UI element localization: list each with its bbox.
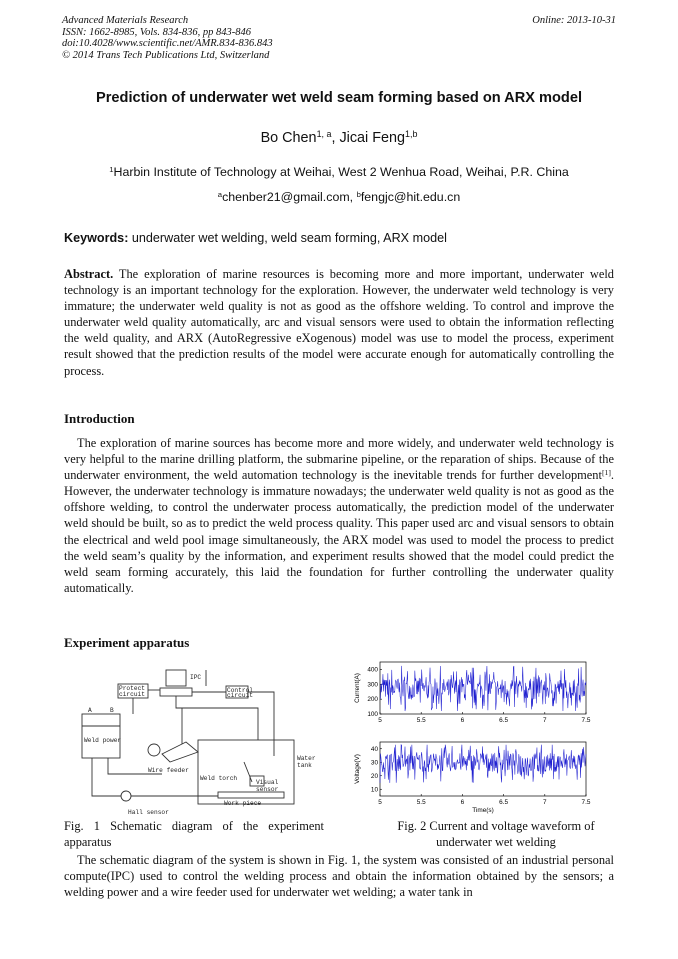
affiliation-text: Harbin Institute of Technology at Weihai, West 2 Wenhua Road, Weihai, P.R. China	[113, 165, 569, 179]
affiliation	[0, 165, 678, 179]
protect-circuit-label: Protect	[119, 685, 145, 692]
keywords	[64, 231, 447, 245]
water-tank-label-2: tank	[297, 762, 312, 769]
x-tick-label: 5.5	[416, 717, 426, 724]
paper-title: Prediction of underwater wet weld seam forming based on ARX model	[96, 90, 582, 106]
email-link[interactable]: chenber21@gmail.com	[222, 190, 350, 204]
y-tick-label: 20	[370, 772, 378, 780]
x-tick-label: 7	[543, 717, 547, 724]
y-axis-label: Voltage(V)	[354, 754, 361, 784]
figure-1-caption: Fig. 1 Schematic diagram of the experiment apparatus	[64, 819, 324, 849]
affiliation-mark: 1	[109, 164, 114, 174]
figure-2-caption	[378, 818, 614, 850]
y-tick-label: 100	[367, 711, 378, 718]
running-header	[62, 15, 616, 61]
email-link[interactable]: fengjc@hit.edu.cn	[360, 190, 461, 204]
figure-2-caption-line-2: underwater wet welding	[436, 835, 556, 849]
x-tick-label: 6.5	[499, 717, 509, 724]
author-name: Bo Chen	[260, 130, 317, 146]
terminal-b-label: B	[110, 707, 114, 714]
weld-power-label: Weld power	[84, 737, 122, 744]
citation-ref[interactable]: [1]	[601, 467, 611, 477]
email-list	[0, 190, 678, 204]
email-mark: b	[356, 189, 361, 199]
water-tank-box	[198, 740, 294, 804]
ipc-label: IPC	[190, 674, 202, 681]
author-separator: ,	[331, 130, 340, 146]
figure-2-caption-line-1: Fig. 2 Current and voltage waveform of	[397, 819, 595, 833]
x-axis-label: Time(s)	[472, 807, 494, 814]
keywords-text: underwater wet welding, weld seam forming, ARX model	[128, 231, 447, 245]
journal-name: Advanced Materials Research	[62, 15, 189, 26]
water-tank-label: Water	[297, 755, 316, 762]
abstract	[64, 266, 614, 379]
hall-sensor	[121, 791, 131, 801]
introduction-paragraph	[64, 435, 614, 596]
x-tick-label: 6	[460, 717, 465, 724]
y-tick-label: 40	[370, 745, 378, 753]
series-line	[380, 745, 586, 783]
doi-line: doi:10.4028/www.scientific.net/AMR.834-836.843	[62, 38, 273, 50]
author-affiliation-mark: 1, a	[316, 129, 332, 140]
y-tick-label: 400	[367, 666, 378, 674]
introduction-heading: Introduction	[64, 411, 135, 426]
y-tick-label: 30	[370, 759, 378, 767]
copyright-line: © 2014 Trans Tech Publications Ltd, Switzerland	[62, 49, 270, 61]
y-tick-label: 200	[367, 696, 378, 704]
terminal-a-label: A	[88, 707, 92, 714]
author-list	[0, 130, 678, 146]
email-mark: a	[217, 189, 223, 199]
wire-feeder-reel	[148, 744, 160, 756]
control-circuit-label-2: circuit	[227, 692, 253, 699]
x-tick-label: 5	[378, 799, 382, 806]
issn-line: ISSN: 1662-8985, Vols. 834-836, pp 843-846	[62, 26, 251, 38]
y-tick-label: 300	[367, 681, 378, 689]
series-line	[380, 666, 586, 711]
experiment-heading: Experiment apparatus	[64, 635, 190, 650]
introduction-text: The exploration of marine sources has become more and more widely, and underwater weld technology is very helpful to the marine drilling platform, the submarine pipeline, or the reparation of ships. Because of the underwater environment, the weld automation technology is the inevitable trends for further development	[64, 436, 614, 483]
ipc-monitor	[166, 670, 186, 686]
y-tick-label: 10	[370, 786, 378, 794]
visual-sensor-label-2: sensor	[256, 786, 279, 793]
keywords-label: Keywords:	[64, 231, 129, 245]
experiment-paragraph: The schematic diagram of the system is shown in Fig. 1, the system was consisted of an industrial personal compute(IPC) used to control the welding process and obtain the information obtained by the sensors; a welding power and a wire feeder used for underwater wet welding; a water tank in	[64, 853, 614, 900]
y-axis-label: Current(A)	[354, 673, 361, 703]
figure-1-schematic	[78, 664, 326, 816]
introduction-text-cont: . However, the underwater technology is immature nowadays; the underwater weld quality is not as good as the offshore welding, to control the underwater process automatically, the prediction model of the underwater weld should be built, so as to predict the weld process quality. This paper used arc and visual sensors to obtain the electrical and weld pool image simultaneously, the ARX model was used to model the process to predict the weld seam’s quality by the information, and experiment results showed that the model could predict the weld seam forming accurately, this laid the foundation for further controlling the underwater quality automatically.	[64, 468, 614, 595]
x-tick-label: 7.5	[581, 799, 591, 806]
figure-2-chart	[350, 656, 610, 816]
author-name: Jicai Feng	[339, 130, 406, 146]
x-tick-label: 6.5	[499, 799, 509, 806]
x-tick-label: 5.5	[416, 799, 426, 806]
control-circuit-label: Control	[227, 687, 253, 694]
abstract-text: The exploration of marine resources is becoming more and more important, underwater weld technology is an important technology for the exploration. However, the underwater weld technology is very immature; the underwater weld quality is not as good as the offshore welding. To control and improve the underwater weld quality automatically, arc and visual sensors were used to obtain the information reflecting the weld quality, and ARX (AutoRegressive eXogenous) model was use to model the process, experiment result showed that the prediction results of the model were accurate enough for automatically controlling the process.	[64, 267, 614, 378]
wire-feeder-label: Wire feeder	[148, 767, 189, 774]
weld-power-box	[82, 714, 120, 758]
x-tick-label: 7	[543, 799, 547, 806]
email-separator: ,	[349, 190, 357, 204]
visual-sensor-label: Visual	[256, 779, 279, 786]
weld-torch-label: Weld torch	[200, 775, 238, 782]
abstract-label: Abstract.	[64, 267, 114, 281]
author-affiliation-mark: 1,b	[405, 129, 418, 140]
work-piece-label: Work piece	[224, 800, 262, 807]
ipc-base	[160, 688, 192, 696]
x-tick-label: 6	[460, 799, 465, 806]
hall-sensor-label: Hall sensor	[128, 809, 169, 816]
protect-circuit-label-2: circuit	[119, 691, 145, 698]
x-tick-label: 5	[378, 717, 382, 724]
x-tick-label: 7.5	[581, 717, 591, 724]
online-date: Online: 2013-10-31	[532, 15, 616, 26]
